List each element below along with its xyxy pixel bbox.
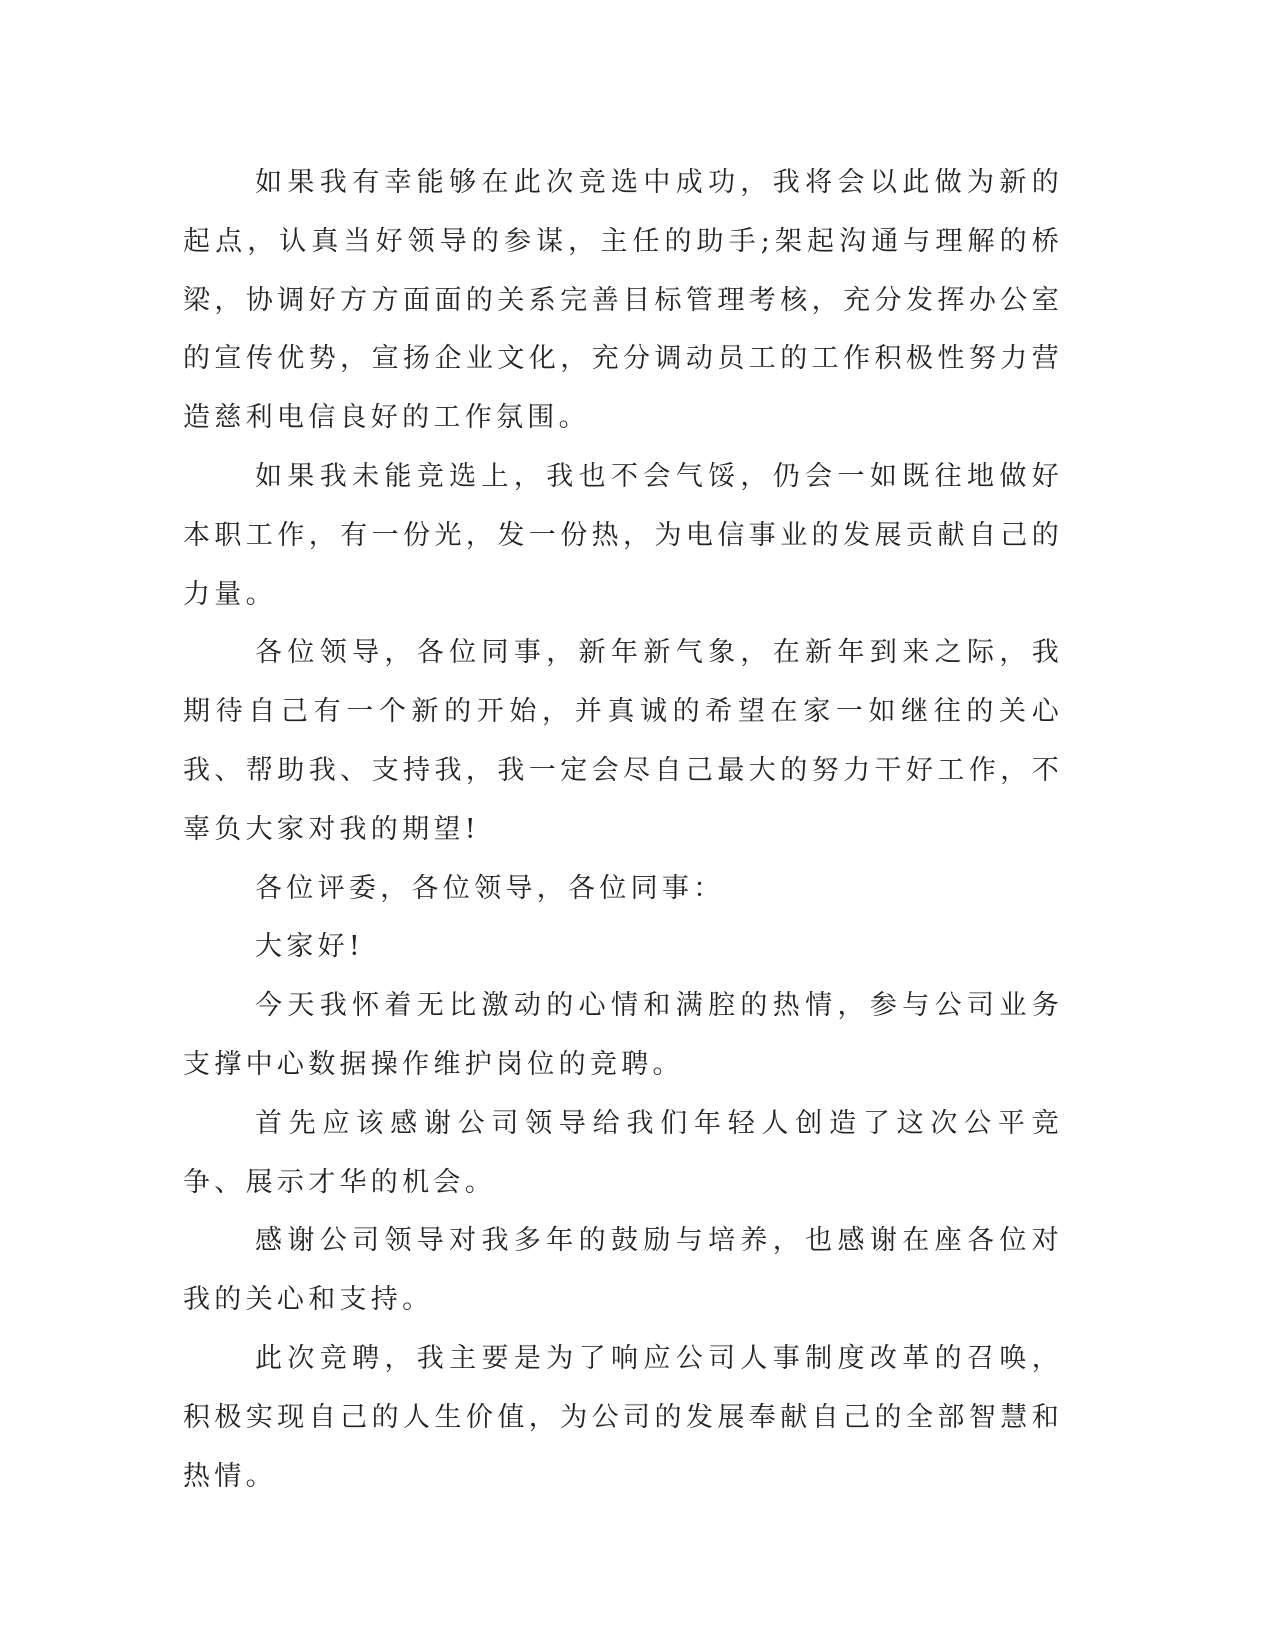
paragraph: 感谢公司领导对我多年的鼓励与培养，也感谢在座各位对我的关心和支持。 [183,1225,1063,1316]
paragraph: 如果我有幸能够在此次竞选中成功，我将会以此做为新的起点，认真当好领导的参谋，主任的助手;架起沟通与理解的桥梁，协调好方方面面的关系完善目标管理考核，充分发挥办公室的宣传优势，宣扬企业文化，充分调动员工的工作积极性努力营造慈利电信良好的工作氛围。 [183,167,1063,434]
paragraph: 此次竞聘，我主要是为了响应公司人事制度改革的召唤，积极实现自己的人生价值，为公司的发展奉献自己的全部智慧和热情。 [183,1342,1063,1492]
paragraph: 各位评委，各位领导，各位同事： [255,872,725,904]
paragraph: 如果我未能竞选上，我也不会气馁，仍会一如既往地做好本职工作，有一份光，发一份热，为电信事业的发展贡献自己的力量。 [183,460,1063,610]
paragraph: 各位领导，各位同事，新年新气象，在新年到来之际，我期待自己有一个新的开始，并真诚的希望在家一如继往的关心我、帮助我、支持我，我一定会尽自己最大的努力干好工作，不辜负大家对我的期望! [183,637,1063,845]
paragraph: 今天我怀着无比激动的心情和满腔的热情，参与公司业务支撑中心数据操作维护岗位的竞聘。 [183,990,1063,1080]
paragraph: 大家好! [255,931,365,963]
paragraph: 首先应该感谢公司领导给我们年轻人创造了这次公平竞争、展示才华的机会。 [183,1107,1063,1198]
document-body [183,154,1063,1506]
